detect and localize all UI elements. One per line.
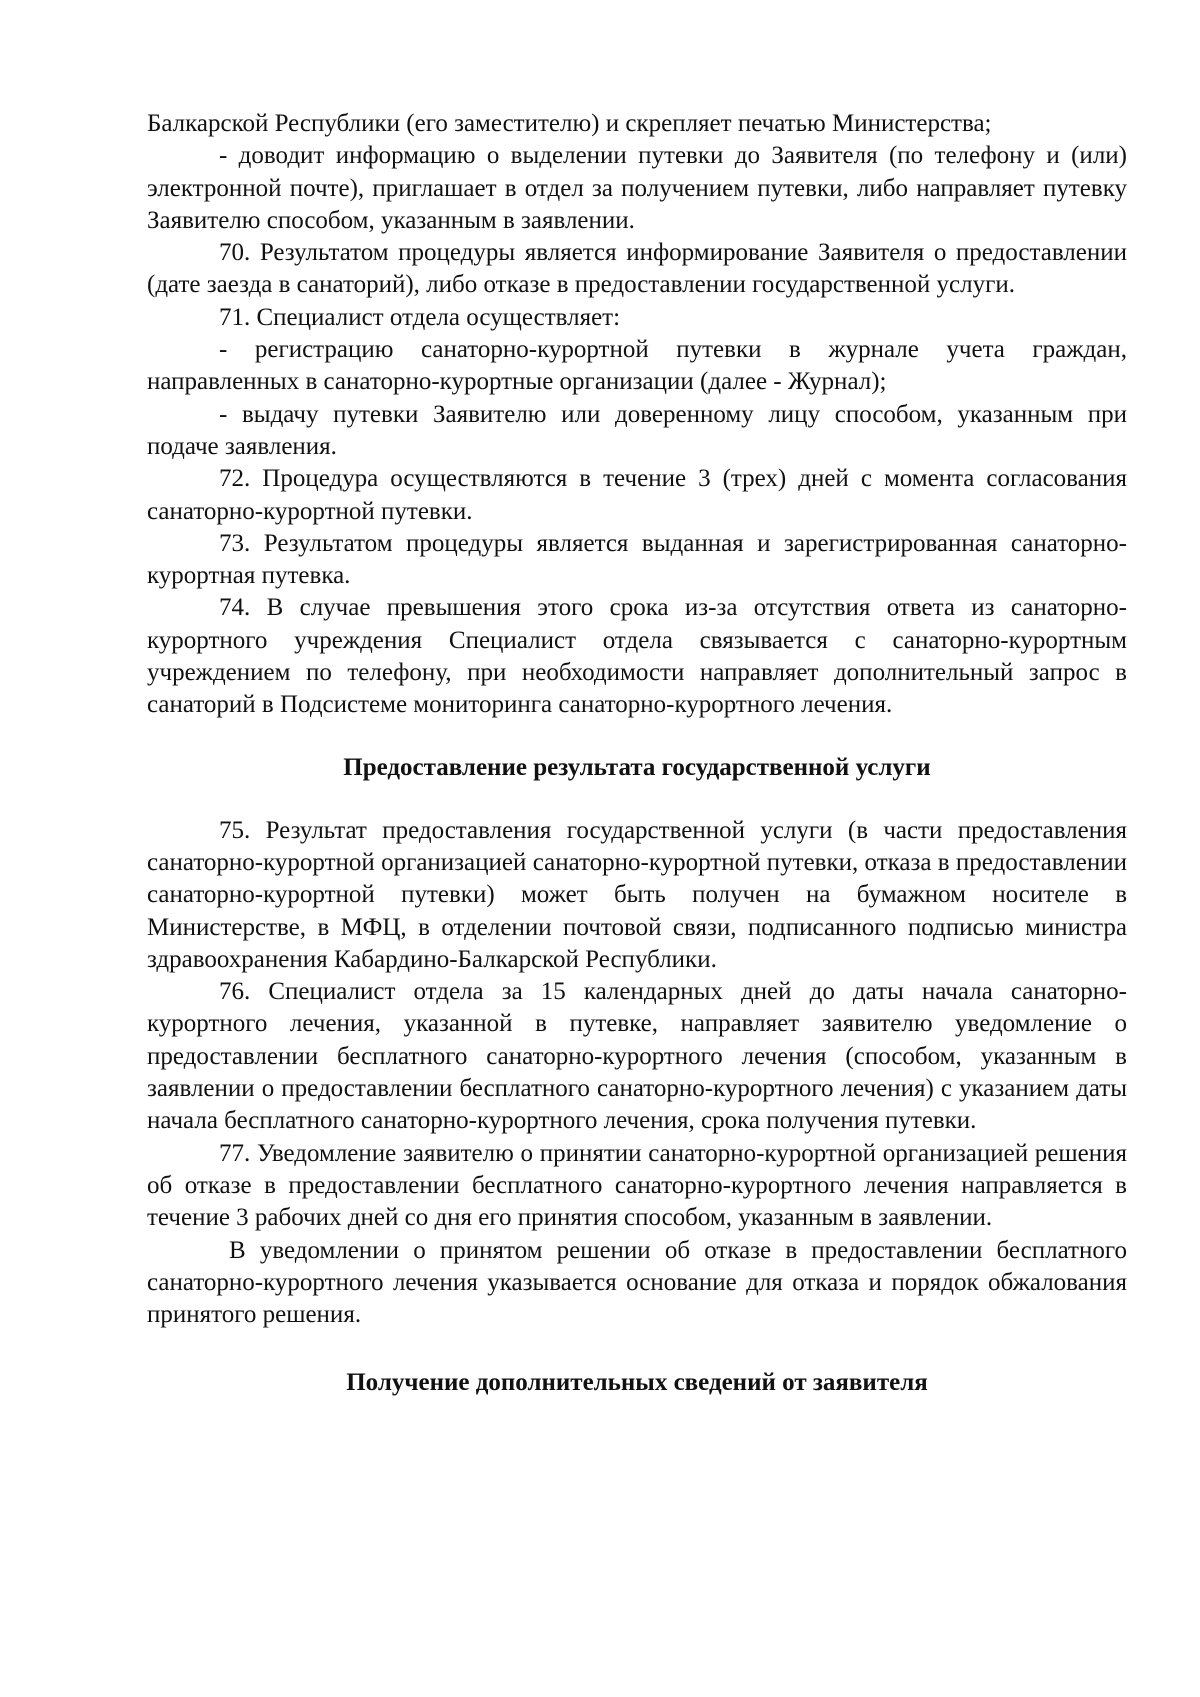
paragraph-73: 73. Результатом процедуры является выданная и зарегистрированная санаторно-курортная путевка. xyxy=(147,529,1127,590)
paragraph-70: 70. Результатом процедуры является информирование Заявителя о предоставлении (дате заезда в санаторий), либо отказе в предоставлении государственной услуги. xyxy=(147,239,1127,299)
paragraph-77-note: В уведомлении о принятом решении об отказе в предоставлении бесплатного санаторно-курортного лечения указывается основание для отказа и порядок обжалования принятого решения. xyxy=(147,1236,1127,1329)
paragraph-72: 72. Процедура осуществляются в течение 3 (трех) дней с момента согласования санаторно-курортной путевки. xyxy=(147,465,1127,525)
paragraph-intro: Балкарской Республики (его заместителю) и скрепляет печатью Министерства; xyxy=(147,110,992,137)
section-heading-result: Предоставление результата государственной услуги xyxy=(343,753,931,781)
document-body xyxy=(147,108,1127,1399)
section-heading-additional-info: Получение дополнительных сведений от заявителя xyxy=(346,1369,928,1397)
paragraph-71-bullet-1: - регистрацию санаторно-курортной путевки в журнале учета граждан, направленных в санаторно-курортные организации (далее - Журнал); xyxy=(147,336,1127,396)
paragraph-74: 74. В случае превышения этого срока из-за отсутствия ответа из санаторно-курортного учреждения Специалист отдела связывается с санаторно-курортным учреждением по телефону, при необходимости направляет дополнительный запрос в санаторий в Подсистеме мониторинга санаторно-курортного лечения. xyxy=(147,594,1127,719)
paragraph-71-bullet-2: - выдачу путевки Заявителю или доверенному лицу способом, указанным при подаче заявления. xyxy=(147,400,1127,460)
paragraph-77: 77. Уведомление заявителю о принятии санаторно-курортной организацией решения об отказе в предоставлении бесплатного санаторно-курортного лечения направляется в течение 3 рабочих дней со дня его принятия способом, указанным в заявлении. xyxy=(147,1139,1127,1232)
paragraph-71: 71. Специалист отдела осуществляет: xyxy=(219,303,621,331)
paragraph-bullet-inform: - доводит информацию о выделении путевки до Заявителя (по телефону и (или) электронной почте), приглашает в отдел за получением путевки, либо направляет путевку Заявителю способом, указанным в заявлении. xyxy=(147,142,1127,234)
paragraph-75: 75. Результат предоставления государственной услуги (в части предоставления санаторно-курортной организацией санаторно-курортной путевки, отказа в предоставлении санаторно-курортной путевки) может быть получен на бумажном носителе в Министерстве, в МФЦ, в отделении почтовой связи, подписанного подписью министра здравоохранения Кабардино-Балкарской Республики. xyxy=(147,816,1127,973)
paragraph-76: 76. Специалист отдела за 15 календарных дней до даты начала санаторно-курортного лечения, указанной в путевке, направляет заявителю уведомление о предоставлении бесплатного санаторно-курортного лечения (способом, указанным в заявлении о предоставлении бесплатного санаторно-курортного лечения) с указанием даты начала бесплатного санаторно-курортного лечения, срока получения путевки. xyxy=(147,978,1127,1135)
